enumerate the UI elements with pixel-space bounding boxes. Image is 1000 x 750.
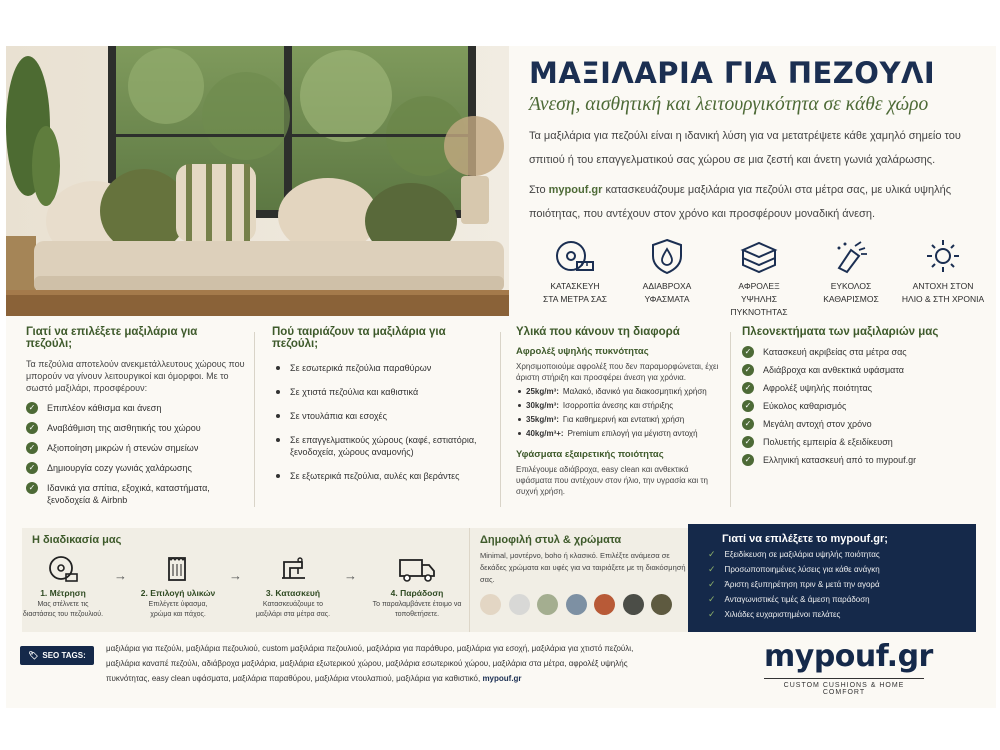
why-item-4: Δημιουργία cozy γωνιάς χαλάρωσης — [47, 463, 192, 473]
check-icon: ✓ — [26, 482, 38, 494]
check-icon: ✓ — [742, 382, 754, 394]
why-mypouf-item-3: Άριστη εξυπηρέτηση πριν & μετά την αγορά — [724, 580, 880, 589]
intro2-prefix: Στο — [529, 184, 546, 196]
process-step-1 — [22, 554, 104, 619]
list-item — [708, 564, 976, 575]
delivery-truck-icon — [397, 554, 437, 584]
adv-item-3: Αφρολέξ υψηλής ποιότητας — [763, 383, 873, 393]
check-icon: ✓ — [742, 454, 754, 466]
sun-icon — [923, 238, 963, 274]
density-desc: Για καθημερινή και εντατική χρήση — [562, 415, 685, 424]
where-fit-heading: Πού ταιριάζουν τα μαξιλάρια για πεζούλι; — [272, 326, 446, 350]
check-icon: ✓ — [26, 462, 38, 474]
density-item — [516, 428, 726, 439]
feature-waterproof — [621, 238, 713, 319]
why-mypouf-item-1: Εξειδίκευση σε μαξιλάρια υψηλής ποιότητας — [724, 550, 880, 559]
list-item — [272, 434, 492, 458]
density-value: 25kg/m³: — [526, 387, 559, 396]
process-section — [22, 528, 469, 632]
list-item — [26, 482, 246, 506]
list-item — [742, 400, 982, 412]
step-title: 1. Μέτρηση — [40, 588, 86, 598]
materials-heading: Υλικά που κάνουν τη διαφορά — [516, 326, 680, 338]
tape-measure-icon — [555, 238, 595, 274]
intro-paragraph: Τα μαξιλάρια για πεζούλι είναι η ιδανική λύση για να μετατρέψετε κάθε χαμηλό σημείο του σπιτιού ή του επαγγελματικού σας χώρου σε μια ζεστή και άνετη γωνιά χαλάρωσης. — [529, 130, 961, 166]
styles-heading: Δημοφιλή στυλ & χρώματα — [480, 534, 622, 546]
styles-section — [469, 528, 688, 632]
list-item — [708, 609, 976, 620]
hero-text — [529, 56, 989, 226]
info-columns — [6, 326, 996, 516]
step-desc: Επιλέγετε ύφασμα, χρώμα και πάχος. — [148, 601, 208, 618]
feature-label-2b: ΥΦΑΣΜΑΤΑ — [644, 294, 690, 304]
step-title: 2. Επιλογή υλικών — [140, 588, 216, 598]
step-desc: Μας στέλνετε τις διαστάσεις του πεζουλιού. — [22, 601, 104, 618]
where-fit-column — [272, 326, 492, 516]
column-divider — [500, 332, 501, 507]
list-item — [742, 382, 982, 394]
page-title: ΜΑΞΙΛΑΡΙΑ ΓΙΑ ΠΕΖΟΥΛΙ — [529, 56, 936, 90]
cleaning-spray-icon — [831, 238, 871, 274]
advantages-column — [742, 326, 982, 516]
process-heading: Η διαδικασία μας — [32, 534, 122, 546]
arrow-right-icon: → — [114, 568, 127, 583]
color-swatch[interactable] — [651, 594, 672, 615]
adv-item-1: Κατασκευή ακριβείας στα μέτρα σας — [763, 347, 907, 357]
density-desc: Premium επιλογή για μέγιστη αντοχή — [567, 429, 698, 438]
check-icon: ✓ — [742, 436, 754, 448]
feature-label-1b: ΣΤΑ ΜΕΤΡΑ ΣΑΣ — [542, 294, 608, 304]
why-item-5: Ιδανικά για σπίτια, εξοχικά, καταστήματα, ξενοδοχεία & Airbnb — [47, 483, 210, 505]
fabric-text: Επιλέγουμε αδιάβροχα, easy clean και ανθεκτικά υφάσματα που αντέχουν στον ήλιο, την υγρασία και τη συχνή χρήση. — [516, 465, 708, 496]
arrow-right-icon: → — [344, 568, 357, 583]
why-mypouf-item-4: Ανταγωνιστικές τιμές & άμεση παράδοση — [724, 595, 870, 604]
color-swatch[interactable] — [623, 594, 644, 615]
feature-label-5b: ΗΛΙΟ & ΣΤΗ ΧΡΟΝΙΑ — [901, 294, 985, 304]
feature-custom-size — [529, 238, 621, 319]
step-title: 4. Παράδοση — [390, 588, 444, 598]
check-icon: ✓ — [26, 402, 38, 414]
process-step-2 — [137, 554, 219, 619]
feature-label-2a: ΑΔΙΑΒΡΟΧΑ — [642, 281, 692, 291]
check-icon: ✓ — [742, 346, 754, 358]
color-swatch[interactable] — [594, 594, 615, 615]
feature-label-1a: ΚΑΤΑΣΚΕΥΗ — [550, 281, 600, 291]
density-item — [516, 414, 726, 425]
density-value: 35kg/m³: — [526, 415, 559, 424]
density-desc: Ισορροπία άνεσης και στήριξης — [562, 401, 674, 410]
density-item — [516, 400, 726, 411]
adv-item-6: Πολυετής εμπειρία & εξειδίκευση — [763, 437, 893, 447]
list-item — [742, 364, 982, 376]
step-desc: Κατασκευάζουμε το μαξιλάρι στα μέτρα σας. — [255, 601, 331, 618]
where-item-5: Σε εξωτερικά πεζούλια, αυλές και βεράντες — [290, 471, 460, 481]
color-swatch[interactable] — [480, 594, 501, 615]
why-mypouf-item-5: Χιλιάδες ευχαριστημένοι πελάτες — [724, 610, 841, 619]
step-desc: Το παραλαμβάνετε έτοιμο να τοποθετήσετε. — [372, 601, 462, 618]
seo-brand[interactable]: mypouf.gr — [482, 673, 522, 683]
list-item — [708, 594, 976, 605]
tag-icon: 🏷 — [28, 651, 39, 660]
adv-item-5: Μεγάλη αντοχή στον χρόνο — [763, 419, 872, 429]
check-icon: ✓ — [708, 579, 716, 589]
where-item-1: Σε εσωτερικά πεζούλια παραθύρων — [290, 363, 432, 373]
why-choose-heading: Γιατί να επιλέξετε μαξιλάρια για πεζούλι; — [26, 326, 198, 350]
check-icon: ✓ — [708, 594, 716, 604]
check-icon: ✓ — [708, 564, 716, 574]
check-icon: ✓ — [26, 422, 38, 434]
features-row — [529, 238, 989, 319]
logo-name: mypouf.gr — [764, 639, 933, 674]
check-icon: ✓ — [708, 609, 716, 619]
page-subtitle: Άνεση, αισθητική και λειτουργικότητα σε κάθε χώρο — [529, 94, 929, 115]
logo-tagline: CUSTOM CUSHIONS & HOME COMFORT — [764, 678, 924, 696]
feature-foam — [713, 238, 805, 319]
color-swatches — [480, 594, 688, 615]
brand-logo[interactable] — [764, 639, 933, 696]
advantages-heading: Πλεονεκτήματα των μαξιλαριών μας — [742, 326, 939, 338]
list-item — [26, 402, 246, 414]
materials-column — [516, 326, 726, 516]
foam-heading: Αφρολέξ υψηλής πυκνότητας — [516, 346, 649, 357]
adv-item-7: Ελληνική κατασκευή από το mypouf.gr — [763, 455, 917, 465]
check-icon: ✓ — [742, 418, 754, 430]
color-swatch[interactable] — [537, 594, 558, 615]
process-step-4 — [367, 554, 467, 619]
column-divider — [730, 332, 731, 507]
column-divider — [254, 332, 255, 507]
adv-item-2: Αδιάβροχα και ανθεκτικά υφάσματα — [763, 365, 904, 375]
process-step-3 — [252, 554, 334, 619]
why-item-2: Αναβάθμιση της αισθητικής του χώρου — [47, 423, 201, 433]
density-item — [516, 386, 726, 397]
check-icon: ✓ — [26, 442, 38, 454]
where-item-3: Σε ντουλάπια και εσοχές — [290, 411, 387, 421]
list-item — [742, 454, 982, 466]
why-choose-column — [26, 326, 246, 516]
list-item — [26, 462, 246, 474]
density-desc: Μαλακό, ιδανικό για διακοσμητική χρήση — [562, 387, 707, 396]
check-icon: ✓ — [742, 400, 754, 412]
density-value: 40kg/m³+: — [526, 429, 564, 438]
check-icon: ✓ — [742, 364, 754, 376]
list-item — [272, 362, 492, 374]
density-value: 30kg/m³: — [526, 401, 559, 410]
where-item-4: Σε επαγγελματικούς χώρους (καφέ, εστιατόρια, ξενοδοχεία, χώρους αναμονής) — [290, 435, 477, 457]
tape-measure-icon — [48, 554, 78, 584]
sewing-machine-icon — [278, 554, 308, 584]
list-item — [742, 418, 982, 430]
why-mypouf-item-2: Προσωποποιημένες λύσεις για κάθε ανάγκη — [724, 565, 880, 574]
page — [6, 46, 996, 708]
why-mypouf-heading: Γιατί να επιλέξετε το mypouf.gr; — [722, 533, 888, 545]
intro-paragraph-2 — [529, 178, 989, 226]
feature-label-3b: ΥΨΗΛΗΣ ΠΥΚΝΟΤΗΤΑΣ — [730, 294, 788, 317]
feature-easy-clean — [805, 238, 897, 319]
list-item — [708, 579, 976, 590]
why-choose-intro: Τα πεζούλια αποτελούν ανεκμετάλλευτους χώρους που μπορούν να γίνουν λειτουργικοί και όμορφοι. Με το σωστό μαξιλάρι, προσφέρουν: — [26, 359, 245, 393]
intro2-rest: κατασκευάζουμε μαξιλάρια για πεζούλι στα μέτρα σας, με υλικά υψηλής ποιότητας, που αντέχουν στον χρόνο και προσφέρουν μοναδική άνεση. — [529, 184, 952, 220]
why-item-1: Επιπλέον κάθισμα και άνεση — [47, 403, 162, 413]
process-steps — [22, 554, 469, 619]
list-item — [272, 386, 492, 398]
list-item — [272, 410, 492, 422]
why-item-3: Αξιοποίηση μικρών ή στενών σημείων — [47, 443, 199, 453]
list-item — [742, 346, 982, 358]
list-item — [26, 442, 246, 454]
brand-link[interactable]: mypouf.gr — [548, 184, 603, 196]
foam-layers-icon — [739, 238, 779, 274]
list-item — [742, 436, 982, 448]
styles-text: Minimal, μοντέρνο, boho ή κλασικό. Επιλέξτε ανάμεσα σε δεκάδες χρώματα και υφές για να ταιριάξετε με τη διακόσμησή σας. — [480, 551, 686, 584]
feature-label-3a: ΑΦΡΟΛΕΞ — [738, 281, 780, 291]
step-title: 3. Κατασκευή — [265, 588, 321, 598]
list-item — [708, 549, 976, 560]
list-item — [272, 470, 492, 482]
seo-tags: μαξιλάρια για πεζούλι, μαξιλάρια πεζουλιού, custom μαξιλάρια πεζουλιού, μαξιλάρια για παράθυρο, μαξιλάρια για εσοχή, μαξιλάρια για χτιστό πεζούλι, μαξιλάρια καναπέ πεζούλι, αδιάβροχα μαξιλάρια, μαξιλάρια εξωτερικού χώρου, μαξιλάρια εσωτερικού χώρου, μαξιλάρια στα μέτρα, αφρολέξ υψηλής πυκνότητας, easy clean υφάσματα, μαξιλάρια παραθύρου, μαξιλάρια ντουλαπιού, μαξιλάρια για καθιστικό, — [106, 644, 634, 683]
seo-tags-badge — [20, 646, 94, 665]
where-item-2: Σε χτιστά πεζούλια και καθιστικά — [290, 387, 419, 397]
fabric-heading: Υφάσματα εξαιρετικής ποιότητας — [516, 449, 664, 460]
feature-label-4b: ΚΑΘΑΡΙΣΜΟΣ — [823, 294, 879, 304]
feature-label-5a: ΑΝΤΟΧΗ ΣΤΟΝ — [912, 281, 974, 291]
adv-item-4: Εύκολος καθαρισμός — [763, 401, 847, 411]
feature-sun-resistant — [897, 238, 989, 319]
seo-label: SEO TAGS: — [42, 651, 86, 660]
hero-photo-window-seat — [6, 46, 509, 316]
fabric-swatch-icon — [163, 554, 193, 584]
list-item — [26, 422, 246, 434]
water-shield-icon — [647, 238, 687, 274]
why-mypouf-box — [688, 524, 976, 632]
feature-label-4a: ΕΥΚΟΛΟΣ — [830, 281, 872, 291]
check-icon: ✓ — [708, 549, 716, 559]
color-swatch[interactable] — [509, 594, 530, 615]
foam-text: Χρησιμοποιούμε αφρολέξ που δεν παραμορφώνεται, έχει άριστη στήριξη και προσφέρει άνεση για χρόνια. — [516, 362, 719, 382]
color-swatch[interactable] — [566, 594, 587, 615]
arrow-right-icon: → — [229, 568, 242, 583]
seo-tags-text — [106, 642, 666, 686]
